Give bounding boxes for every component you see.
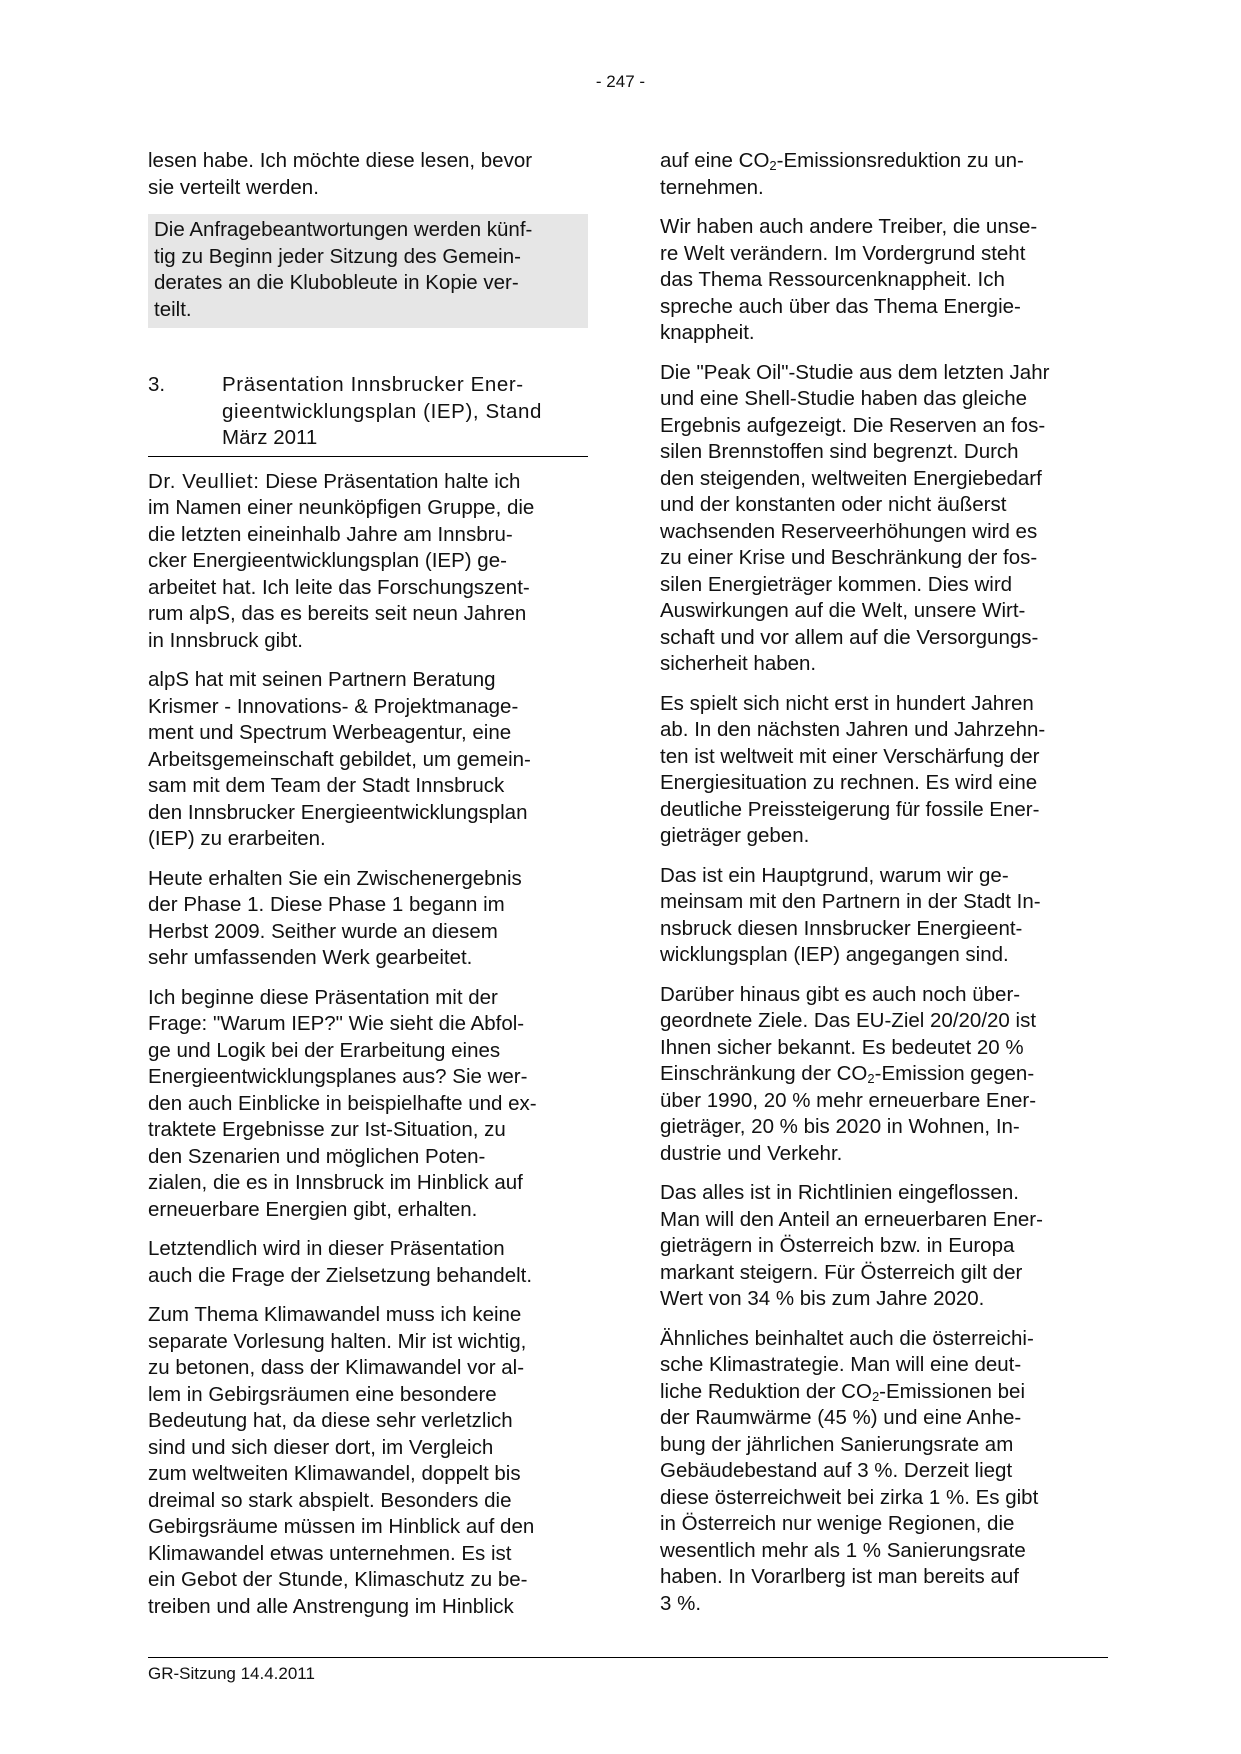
text-line: -Emissionen bei: [879, 1379, 1026, 1403]
agenda-item-number: 3.: [148, 373, 166, 396]
text-line: März 2011: [222, 426, 318, 449]
text-line: ment und Spectrum Werbeagentur, eine: [148, 721, 512, 744]
text-line: (IEP) zu erarbeiten.: [148, 827, 326, 850]
text-line: gieträgern in Österreich bzw. in Europa: [660, 1234, 1015, 1257]
text-line: sind und sich dieser dort, im Vergleich: [148, 1435, 494, 1459]
text-line: silen Energieträger kommen. Dies wird: [660, 572, 1013, 596]
agenda-item-heading: [148, 372, 588, 457]
text-line: in Österreich nur wenige Regionen, die: [660, 1512, 1015, 1535]
text-line: sam mit dem Team der Stadt Innsbruck: [148, 774, 505, 797]
text-line: die letzten eineinhalb Jahre am Innsbru-: [148, 522, 513, 546]
text-line: Das alles ist in Richtlinien eingeflossen.: [660, 1181, 1019, 1204]
text-line: Arbeitsgemeinschaft gebildet, um gemein-: [148, 747, 531, 771]
text-line: wicklungsplan (IEP) angegangen sind.: [660, 943, 1009, 966]
text-line: cker Energieentwicklungsplan (IEP) ge-: [148, 549, 507, 572]
text-line: meinsam mit den Partnern in der Stadt In-: [660, 890, 1041, 913]
text-line: deutliche Preissteigerung für fossile Ener-: [660, 797, 1040, 821]
text-line: ternehmen.: [660, 175, 764, 199]
text-line: Diese Präsentation halte ich: [259, 469, 521, 493]
text-line: Ich beginne diese Präsentation mit der: [148, 985, 498, 1009]
text-line: wachsenden Reserveerhöhungen wird es: [660, 519, 1038, 543]
body-paragraph: [660, 148, 1108, 201]
text-line: separate Vorlesung halten. Mir ist wichtig,: [148, 1329, 527, 1353]
text-line: der Phase 1. Diese Phase 1 begann im: [148, 893, 505, 916]
text-line: Die "Peak Oil"-Studie aus dem letzten Jahr: [660, 360, 1050, 384]
text-line: Die Anfragebeantwortungen werden künf-: [154, 218, 533, 241]
text-line: arbeitet hat. Ich leite das Forschungszent-: [148, 575, 530, 599]
text-line: liche Reduktion der CO: [660, 1379, 872, 1403]
text-line: auf eine CO: [660, 149, 770, 172]
body-paragraph: [660, 691, 1108, 850]
text-line: sie verteilt werden.: [148, 175, 319, 199]
text-line: Energieentwicklungsplanes aus? Sie wer-: [148, 1065, 528, 1088]
text-line: Ähnliches beinhaltet auch die österreichi-: [660, 1326, 1034, 1350]
text-line: sche Klimastrategie. Man will eine deut-: [660, 1353, 1022, 1376]
text-line: Das ist ein Hauptgrund, warum wir ge-: [660, 863, 1009, 887]
text-line: den auch Einblicke in beispielhafte und ex-: [148, 1091, 537, 1115]
text-line: den steigenden, weltweiten Energiebedarf: [660, 466, 1042, 490]
body-paragraph: [660, 1326, 1108, 1618]
text-line: den Szenarien und möglichen Poten-: [148, 1144, 486, 1168]
right-column: [660, 148, 1108, 1630]
text-line: Bedeutung hat, da diese sehr verletzlich: [148, 1409, 513, 1432]
text-line: Klimawandel etwas unternehmen. Es ist: [148, 1541, 512, 1565]
text-line: Krismer - Innovations- & Projektmanage-: [148, 694, 519, 718]
text-line: zum weltweiten Klimawandel, doppelt bis: [148, 1462, 521, 1485]
body-paragraph: [660, 982, 1108, 1168]
body-paragraph: [148, 1236, 588, 1289]
text-line: -Emissionsreduktion zu un-: [776, 149, 1024, 172]
text-line: zialen, die es in Innsbruck im Hinblick auf: [148, 1171, 523, 1194]
footer-text: GR-Sitzung 14.4.2011: [148, 1664, 315, 1683]
text-line: dustrie und Verkehr.: [660, 1141, 843, 1165]
text-line: erneuerbare Energien gibt, erhalten.: [148, 1197, 478, 1221]
text-line: den Innsbrucker Energieentwicklungsplan: [148, 800, 528, 824]
note-box: [148, 214, 588, 328]
text-line: nsbruck diesen Innsbrucker Energieent-: [660, 916, 1023, 940]
text-line: Gebäudebestand auf 3 %. Derzeit liegt: [660, 1459, 1013, 1482]
text-line: teilt.: [154, 297, 192, 321]
text-line: ein Gebot der Stunde, Klimaschutz zu be-: [148, 1568, 528, 1591]
speaker-name: Dr. Veulliet:: [148, 469, 260, 493]
text-line: Ergebnis aufgezeigt. Die Reserven an fos-: [660, 413, 1046, 437]
text-line: und der konstanten oder nicht äußerst: [660, 493, 1007, 516]
text-line: sehr umfassenden Werk gearbeitet.: [148, 946, 473, 969]
body-paragraph: [148, 1302, 588, 1620]
body-paragraph: [660, 360, 1108, 678]
text-line: Präsentation Innsbrucker Ener-: [222, 373, 524, 396]
text-line: das Thema Ressourcenknappheit. Ich: [660, 268, 1005, 291]
text-line: dreimal so stark abspielt. Besonders die: [148, 1488, 512, 1512]
text-line: der Raumwärme (45 %) und eine Anhe-: [660, 1406, 1022, 1429]
left-column: [148, 148, 588, 1633]
page-number: - 247 -: [595, 72, 646, 91]
text-line: re Welt verändern. Im Vordergrund steht: [660, 241, 1026, 265]
text-line: silen Brennstoffen sind begrenzt. Durch: [660, 440, 1019, 463]
text-line: Einschränkung der CO: [660, 1062, 868, 1085]
text-line: Es spielt sich nicht erst in hundert Jahren: [660, 691, 1034, 715]
speech-paragraph: [148, 469, 588, 655]
text-line: Zum Thema Klimawandel muss ich keine: [148, 1303, 522, 1326]
text-line: bung der jährlichen Sanierungsrate am: [660, 1432, 1014, 1456]
text-line: zu einer Krise und Beschränkung der fos-: [660, 546, 1038, 569]
text-line: Darüber hinaus gibt es auch noch über-: [660, 982, 1021, 1006]
text-line: alpS hat mit seinen Partnern Beratung: [148, 668, 496, 691]
text-line: tig zu Beginn jeder Sitzung des Gemein-: [154, 244, 521, 268]
text-line: lesen habe. Ich möchte diese lesen, bevor: [148, 149, 533, 172]
subscript: 2: [769, 158, 777, 173]
text-line: Gebirgsräume müssen im Hinblick auf den: [148, 1515, 535, 1538]
text-line: Heute erhalten Sie ein Zwischenergebnis: [148, 866, 522, 890]
body-paragraph: [148, 985, 588, 1224]
text-line: Wir haben auch andere Treiber, die unse-: [660, 215, 1038, 238]
intro-paragraph: [148, 148, 588, 201]
text-line: gieentwicklungsplan (IEP), Stand: [222, 399, 543, 423]
text-line: lem in Gebirgsräumen eine besondere: [148, 1382, 497, 1406]
text-line: gieträger, 20 % bis 2020 in Wohnen, In-: [660, 1115, 1020, 1138]
subscript: 2: [867, 1071, 875, 1086]
text-line: ab. In den nächsten Jahren und Jahrzehn-: [660, 718, 1046, 741]
text-line: markant steigern. Für Österreich gilt der: [660, 1260, 1023, 1284]
text-line: geordnete Ziele. Das EU-Ziel 20/20/20 ist: [660, 1009, 1037, 1032]
text-line: ge und Logik bei der Erarbeitung eines: [148, 1038, 501, 1062]
text-line: knappheit.: [660, 321, 755, 344]
body-paragraph: [660, 1180, 1108, 1313]
text-line: zu betonen, dass der Klimawandel vor al-: [148, 1356, 525, 1379]
body-paragraph: [148, 667, 588, 853]
agenda-item-title: [222, 372, 588, 452]
text-line: Letztendlich wird in dieser Präsentation: [148, 1237, 505, 1260]
text-line: und eine Shell-Studie haben das gleiche: [660, 387, 1027, 410]
text-line: derates an die Klubobleute in Kopie ver-: [154, 271, 519, 294]
text-line: Frage: "Warum IEP?" Wie sieht die Abfol-: [148, 1012, 525, 1035]
text-line: gieträger geben.: [660, 824, 810, 847]
subscript: 2: [871, 1388, 880, 1404]
text-line: rum alpS, das es bereits seit neun Jahren: [148, 602, 527, 625]
text-line: auch die Frage der Zielsetzung behandelt.: [148, 1263, 533, 1287]
text-line: Auswirkungen auf die Welt, unsere Wirt-: [660, 599, 1026, 622]
body-paragraph: [660, 863, 1108, 969]
text-line: spreche auch über das Thema Energie-: [660, 294, 1021, 318]
body-paragraph: [148, 866, 588, 972]
text-line: schaft und vor allem auf die Versorgungs-: [660, 625, 1039, 649]
text-line: Wert von 34 % bis zum Jahre 2020.: [660, 1287, 985, 1310]
text-line: Man will den Anteil an erneuerbaren Ener-: [660, 1207, 1043, 1231]
text-line: treiben und alle Anstrengung im Hinblick: [148, 1594, 514, 1618]
text-line: traktete Ergebnisse zur Ist-Situation, zu: [148, 1118, 506, 1141]
text-line: Ihnen sicher bekannt. Es bedeutet 20 %: [660, 1035, 1024, 1059]
body-paragraph: [660, 214, 1108, 347]
text-line: Energiesituation zu rechnen. Es wird eine: [660, 771, 1038, 794]
text-line: haben. In Vorarlberg ist man bereits auf: [660, 1565, 1019, 1588]
text-line: Herbst 2009. Seither wurde an diesem: [148, 919, 498, 943]
text-line: -Emission gegen-: [874, 1062, 1035, 1085]
text-line: über 1990, 20 % mehr erneuerbare Ener-: [660, 1088, 1037, 1112]
footer-divider: [148, 1657, 1108, 1658]
text-line: in Innsbruck gibt.: [148, 628, 303, 652]
text-line: 3 %.: [660, 1591, 702, 1615]
text-line: diese österreichweit bei zirka 1 %. Es gibt: [660, 1485, 1039, 1509]
text-line: ten ist weltweit mit einer Verschärfung der: [660, 744, 1040, 768]
text-line: wesentlich mehr als 1 % Sanierungsrate: [660, 1538, 1026, 1562]
text-line: im Namen einer neunköpfigen Gruppe, die: [148, 496, 535, 519]
text-line: sicherheit haben.: [660, 652, 817, 675]
